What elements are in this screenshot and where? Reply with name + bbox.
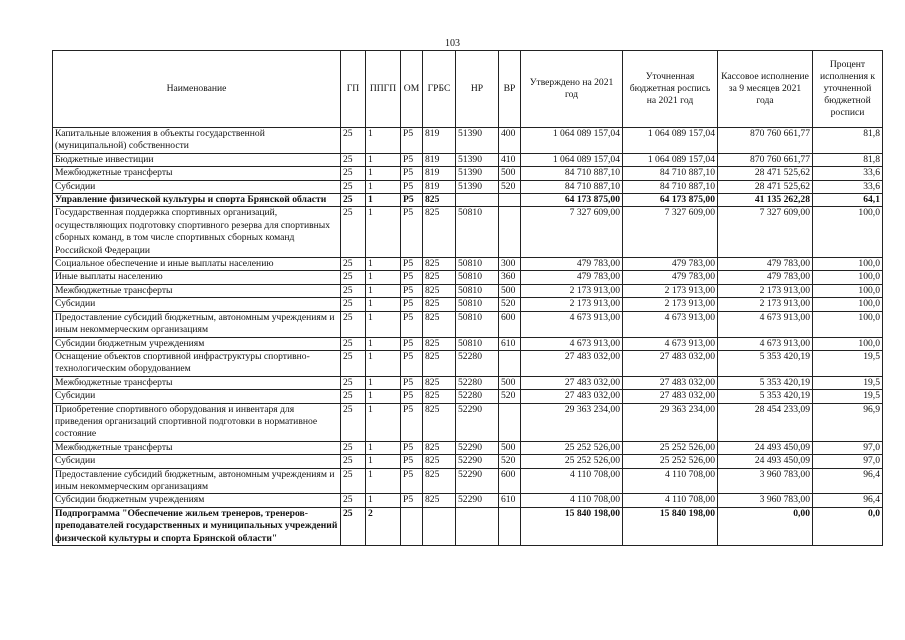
cell-om: Р5 [401, 468, 423, 494]
cell-approved: 64 173 875,00 [521, 194, 623, 207]
cell-name: Предоставление субсидий бюджетным, автономным учреждениям и иным некоммерческим организациям [53, 311, 341, 337]
col-header-grbs: ГРБС [423, 51, 456, 128]
cell-cash: 2 173 913,00 [718, 284, 813, 297]
cell-percent: 100,0 [813, 311, 883, 337]
cell-nr: 50810 [456, 298, 499, 311]
cell-ppgp: 1 [366, 455, 401, 468]
col-header-refined: Уточненная бюджетная роспись на 2021 год [623, 51, 718, 128]
cell-ppgp: 1 [366, 153, 401, 166]
cell-ppgp: 1 [366, 128, 401, 154]
table-row [53, 258, 883, 271]
cell-nr: 52290 [456, 468, 499, 494]
cell-refined: 84 710 887,10 [623, 167, 718, 180]
cell-percent: 64,1 [813, 194, 883, 207]
cell-gp: 25 [341, 207, 366, 258]
cell-name: Управление физической культуры и спорта Брянской области [53, 194, 341, 207]
cell-refined: 479 783,00 [623, 271, 718, 284]
cell-gp: 25 [341, 507, 366, 545]
col-header-om: ОМ [401, 51, 423, 128]
cell-percent: 96,4 [813, 468, 883, 494]
cell-name: Предоставление субсидий бюджетным, автономным учреждениям и иным некоммерческим организациям [53, 468, 341, 494]
cell-grbs: 825 [423, 258, 456, 271]
cell-name: Социальное обеспечение и иные выплаты населению [53, 258, 341, 271]
cell-percent: 33,6 [813, 180, 883, 193]
cell-cash: 5 353 420,19 [718, 350, 813, 376]
cell-grbs: 825 [423, 311, 456, 337]
cell-grbs: 819 [423, 128, 456, 154]
cell-gp: 25 [341, 311, 366, 337]
cell-om: Р5 [401, 194, 423, 207]
cell-cash: 4 673 913,00 [718, 311, 813, 337]
cell-nr: 50810 [456, 311, 499, 337]
cell-grbs: 825 [423, 284, 456, 297]
cell-refined: 1 064 089 157,04 [623, 153, 718, 166]
cell-ppgp: 1 [366, 468, 401, 494]
table-header-row [53, 51, 883, 128]
cell-gp: 25 [341, 298, 366, 311]
cell-grbs: 825 [423, 207, 456, 258]
cell-percent: 100,0 [813, 207, 883, 258]
cell-refined: 4 673 913,00 [623, 337, 718, 350]
cell-percent: 0,0 [813, 507, 883, 545]
cell-approved: 25 252 526,00 [521, 455, 623, 468]
cell-gp: 25 [341, 128, 366, 154]
cell-name: Оснащение объектов спортивной инфраструктуры спортивно-технологическим оборудованием [53, 350, 341, 376]
cell-cash: 2 173 913,00 [718, 298, 813, 311]
cell-percent: 97,0 [813, 441, 883, 454]
cell-refined: 84 710 887,10 [623, 180, 718, 193]
cell-gp: 25 [341, 441, 366, 454]
cell-ppgp: 1 [366, 390, 401, 403]
cell-nr: 51390 [456, 128, 499, 154]
cell-percent: 96,4 [813, 494, 883, 507]
cell-cash: 479 783,00 [718, 258, 813, 271]
cell-percent: 19,5 [813, 376, 883, 389]
cell-cash: 870 760 661,77 [718, 128, 813, 154]
cell-approved: 1 064 089 157,04 [521, 153, 623, 166]
cell-ppgp: 1 [366, 441, 401, 454]
table-row [53, 337, 883, 350]
cell-om: Р5 [401, 337, 423, 350]
cell-om: Р5 [401, 153, 423, 166]
table-row [53, 167, 883, 180]
cell-gp: 25 [341, 350, 366, 376]
cell-cash: 4 673 913,00 [718, 337, 813, 350]
col-header-cash: Кассовое исполнение за 9 месяцев 2021 года [718, 51, 813, 128]
cell-vr: 610 [499, 494, 521, 507]
cell-om: Р5 [401, 403, 423, 441]
table-row [53, 298, 883, 311]
cell-approved: 2 173 913,00 [521, 298, 623, 311]
cell-om: Р5 [401, 298, 423, 311]
cell-percent: 81,8 [813, 128, 883, 154]
table-row [53, 468, 883, 494]
cell-cash: 479 783,00 [718, 271, 813, 284]
table-row [53, 271, 883, 284]
cell-approved: 4 110 708,00 [521, 468, 623, 494]
table-row [53, 441, 883, 454]
cell-nr: 52280 [456, 390, 499, 403]
cell-percent: 100,0 [813, 337, 883, 350]
cell-gp: 25 [341, 167, 366, 180]
cell-om: Р5 [401, 258, 423, 271]
budget-table [52, 50, 883, 546]
cell-name: Субсидии [53, 180, 341, 193]
cell-percent: 19,5 [813, 390, 883, 403]
cell-nr: 52290 [456, 403, 499, 441]
cell-grbs: 825 [423, 194, 456, 207]
cell-gp: 25 [341, 376, 366, 389]
cell-approved: 27 483 032,00 [521, 390, 623, 403]
cell-refined: 7 327 609,00 [623, 207, 718, 258]
cell-vr: 520 [499, 180, 521, 193]
cell-gp: 25 [341, 468, 366, 494]
cell-vr [499, 194, 521, 207]
cell-ppgp: 1 [366, 167, 401, 180]
cell-approved: 479 783,00 [521, 258, 623, 271]
cell-gp: 25 [341, 403, 366, 441]
table-row [53, 350, 883, 376]
cell-cash: 28 471 525,62 [718, 167, 813, 180]
cell-name: Субсидии [53, 390, 341, 403]
cell-ppgp: 1 [366, 180, 401, 193]
cell-cash: 28 471 525,62 [718, 180, 813, 193]
cell-gp: 25 [341, 284, 366, 297]
cell-om: Р5 [401, 207, 423, 258]
cell-nr: 51390 [456, 153, 499, 166]
cell-grbs: 825 [423, 468, 456, 494]
cell-om: Р5 [401, 128, 423, 154]
cell-percent: 96,9 [813, 403, 883, 441]
cell-approved: 4 673 913,00 [521, 311, 623, 337]
cell-ppgp: 1 [366, 350, 401, 376]
col-header-approved: Утверждено на 2021 год [521, 51, 623, 128]
cell-grbs: 825 [423, 350, 456, 376]
cell-ppgp: 1 [366, 258, 401, 271]
cell-nr: 52290 [456, 441, 499, 454]
cell-ppgp: 1 [366, 284, 401, 297]
cell-nr [456, 507, 499, 545]
cell-ppgp: 1 [366, 207, 401, 258]
cell-vr: 600 [499, 311, 521, 337]
cell-om: Р5 [401, 376, 423, 389]
cell-vr: 600 [499, 468, 521, 494]
cell-vr: 520 [499, 390, 521, 403]
cell-vr: 400 [499, 128, 521, 154]
cell-ppgp: 1 [366, 271, 401, 284]
cell-cash: 5 353 420,19 [718, 390, 813, 403]
cell-cash: 24 493 450,09 [718, 441, 813, 454]
cell-approved: 27 483 032,00 [521, 350, 623, 376]
cell-om: Р5 [401, 390, 423, 403]
cell-grbs [423, 507, 456, 545]
cell-refined: 27 483 032,00 [623, 390, 718, 403]
cell-percent: 97,0 [813, 455, 883, 468]
cell-vr: 360 [499, 271, 521, 284]
cell-refined: 64 173 875,00 [623, 194, 718, 207]
cell-approved: 4 110 708,00 [521, 494, 623, 507]
cell-ppgp: 1 [366, 376, 401, 389]
col-header-percent: Процент исполнения к уточненной бюджетной росписи [813, 51, 883, 128]
cell-om: Р5 [401, 167, 423, 180]
cell-grbs: 825 [423, 403, 456, 441]
cell-om: Р5 [401, 311, 423, 337]
cell-om: Р5 [401, 180, 423, 193]
cell-vr [499, 207, 521, 258]
table-row [53, 311, 883, 337]
col-header-name: Наименование [53, 51, 341, 128]
cell-name: Субсидии бюджетным учреждениям [53, 337, 341, 350]
cell-vr: 410 [499, 153, 521, 166]
cell-approved: 4 673 913,00 [521, 337, 623, 350]
cell-nr: 51390 [456, 167, 499, 180]
cell-vr: 500 [499, 376, 521, 389]
cell-percent: 100,0 [813, 284, 883, 297]
cell-name: Межбюджетные трансферты [53, 376, 341, 389]
cell-vr: 610 [499, 337, 521, 350]
cell-om: Р5 [401, 284, 423, 297]
cell-cash: 0,00 [718, 507, 813, 545]
cell-vr: 500 [499, 441, 521, 454]
cell-gp: 25 [341, 271, 366, 284]
cell-grbs: 819 [423, 167, 456, 180]
cell-gp: 25 [341, 337, 366, 350]
cell-refined: 2 173 913,00 [623, 298, 718, 311]
table-row [53, 403, 883, 441]
cell-ppgp: 1 [366, 194, 401, 207]
cell-gp: 25 [341, 153, 366, 166]
cell-gp: 25 [341, 194, 366, 207]
cell-refined: 25 252 526,00 [623, 455, 718, 468]
cell-name: Бюджетные инвестиции [53, 153, 341, 166]
table-row [53, 194, 883, 207]
cell-name: Государственная поддержка спортивных организаций, осуществляющих подготовку спортивного резерва для спортивных сборных команд, в том числе спортивных сборных команд Российской Федерации [53, 207, 341, 258]
cell-name: Приобретение спортивного оборудования и инвентаря для приведения организаций спортивной подготовки в нормативное состояние [53, 403, 341, 441]
cell-percent: 100,0 [813, 298, 883, 311]
cell-nr: 52290 [456, 455, 499, 468]
cell-approved: 25 252 526,00 [521, 441, 623, 454]
cell-approved: 29 363 234,00 [521, 403, 623, 441]
cell-refined: 4 110 708,00 [623, 468, 718, 494]
cell-grbs: 825 [423, 441, 456, 454]
cell-gp: 25 [341, 494, 366, 507]
cell-nr: 50810 [456, 284, 499, 297]
cell-vr: 520 [499, 455, 521, 468]
cell-grbs: 819 [423, 153, 456, 166]
cell-nr: 52280 [456, 350, 499, 376]
table-row [53, 128, 883, 154]
cell-cash: 41 135 262,28 [718, 194, 813, 207]
cell-percent: 100,0 [813, 258, 883, 271]
col-header-nr: НР [456, 51, 499, 128]
cell-ppgp: 1 [366, 311, 401, 337]
cell-approved: 15 840 198,00 [521, 507, 623, 545]
cell-ppgp: 1 [366, 494, 401, 507]
table-row [53, 455, 883, 468]
cell-cash: 870 760 661,77 [718, 153, 813, 166]
cell-vr: 500 [499, 167, 521, 180]
cell-grbs: 825 [423, 455, 456, 468]
cell-name: Иные выплаты населению [53, 271, 341, 284]
cell-grbs: 825 [423, 337, 456, 350]
cell-cash: 24 493 450,09 [718, 455, 813, 468]
cell-approved: 27 483 032,00 [521, 376, 623, 389]
cell-vr: 520 [499, 298, 521, 311]
cell-cash: 5 353 420,19 [718, 376, 813, 389]
cell-refined: 29 363 234,00 [623, 403, 718, 441]
table-row [53, 153, 883, 166]
cell-vr: 500 [499, 284, 521, 297]
cell-gp: 25 [341, 258, 366, 271]
cell-nr: 50810 [456, 258, 499, 271]
cell-vr [499, 350, 521, 376]
cell-approved: 479 783,00 [521, 271, 623, 284]
cell-refined: 25 252 526,00 [623, 441, 718, 454]
cell-gp: 25 [341, 455, 366, 468]
cell-om: Р5 [401, 455, 423, 468]
cell-approved: 1 064 089 157,04 [521, 128, 623, 154]
cell-refined: 2 173 913,00 [623, 284, 718, 297]
cell-ppgp: 1 [366, 403, 401, 441]
cell-name: Межбюджетные трансферты [53, 441, 341, 454]
cell-refined: 15 840 198,00 [623, 507, 718, 545]
cell-name: Субсидии бюджетным учреждениям [53, 494, 341, 507]
table-row [53, 284, 883, 297]
cell-vr: 300 [499, 258, 521, 271]
cell-ppgp: 1 [366, 298, 401, 311]
table-row [53, 390, 883, 403]
cell-percent: 100,0 [813, 271, 883, 284]
cell-refined: 27 483 032,00 [623, 350, 718, 376]
cell-name: Субсидии [53, 298, 341, 311]
cell-percent: 81,8 [813, 153, 883, 166]
cell-approved: 84 710 887,10 [521, 167, 623, 180]
cell-approved: 7 327 609,00 [521, 207, 623, 258]
cell-grbs: 825 [423, 376, 456, 389]
cell-nr: 50810 [456, 271, 499, 284]
cell-cash: 7 327 609,00 [718, 207, 813, 258]
cell-percent: 19,5 [813, 350, 883, 376]
cell-om: Р5 [401, 441, 423, 454]
cell-ppgp: 2 [366, 507, 401, 545]
cell-cash: 3 960 783,00 [718, 494, 813, 507]
cell-refined: 27 483 032,00 [623, 376, 718, 389]
cell-gp: 25 [341, 180, 366, 193]
cell-refined: 4 673 913,00 [623, 311, 718, 337]
table-row [53, 180, 883, 193]
cell-vr [499, 507, 521, 545]
cell-om: Р5 [401, 494, 423, 507]
cell-grbs: 825 [423, 271, 456, 284]
table-row [53, 207, 883, 258]
cell-name: Межбюджетные трансферты [53, 284, 341, 297]
cell-grbs: 825 [423, 298, 456, 311]
col-header-vr: ВР [499, 51, 521, 128]
col-header-ppgp: ППГП [366, 51, 401, 128]
table-row [53, 507, 883, 545]
cell-om: Р5 [401, 350, 423, 376]
cell-nr [456, 194, 499, 207]
cell-vr [499, 403, 521, 441]
cell-gp: 25 [341, 390, 366, 403]
cell-grbs: 819 [423, 180, 456, 193]
cell-refined: 1 064 089 157,04 [623, 128, 718, 154]
cell-nr: 52280 [456, 376, 499, 389]
cell-cash: 28 454 233,09 [718, 403, 813, 441]
table-row [53, 494, 883, 507]
cell-percent: 33,6 [813, 167, 883, 180]
cell-refined: 4 110 708,00 [623, 494, 718, 507]
cell-name: Капитальные вложения в объекты государственной (муниципальной) собственности [53, 128, 341, 154]
cell-name: Субсидии [53, 455, 341, 468]
cell-om [401, 507, 423, 545]
cell-approved: 2 173 913,00 [521, 284, 623, 297]
cell-refined: 479 783,00 [623, 258, 718, 271]
cell-nr: 50810 [456, 207, 499, 258]
cell-nr: 50810 [456, 337, 499, 350]
cell-grbs: 825 [423, 494, 456, 507]
cell-ppgp: 1 [366, 337, 401, 350]
page-number: 103 [445, 38, 460, 49]
cell-grbs: 825 [423, 390, 456, 403]
cell-name: Межбюджетные трансферты [53, 167, 341, 180]
cell-name: Подпрограмма "Обеспечение жильем тренеров, тренеров-преподавателей государственных и муниципальных учреждений физической культуры и спорта Брянской области" [53, 507, 341, 545]
col-header-gp: ГП [341, 51, 366, 128]
cell-cash: 3 960 783,00 [718, 468, 813, 494]
cell-om: Р5 [401, 271, 423, 284]
cell-nr: 52290 [456, 494, 499, 507]
cell-nr: 51390 [456, 180, 499, 193]
table-row [53, 376, 883, 389]
cell-approved: 84 710 887,10 [521, 180, 623, 193]
